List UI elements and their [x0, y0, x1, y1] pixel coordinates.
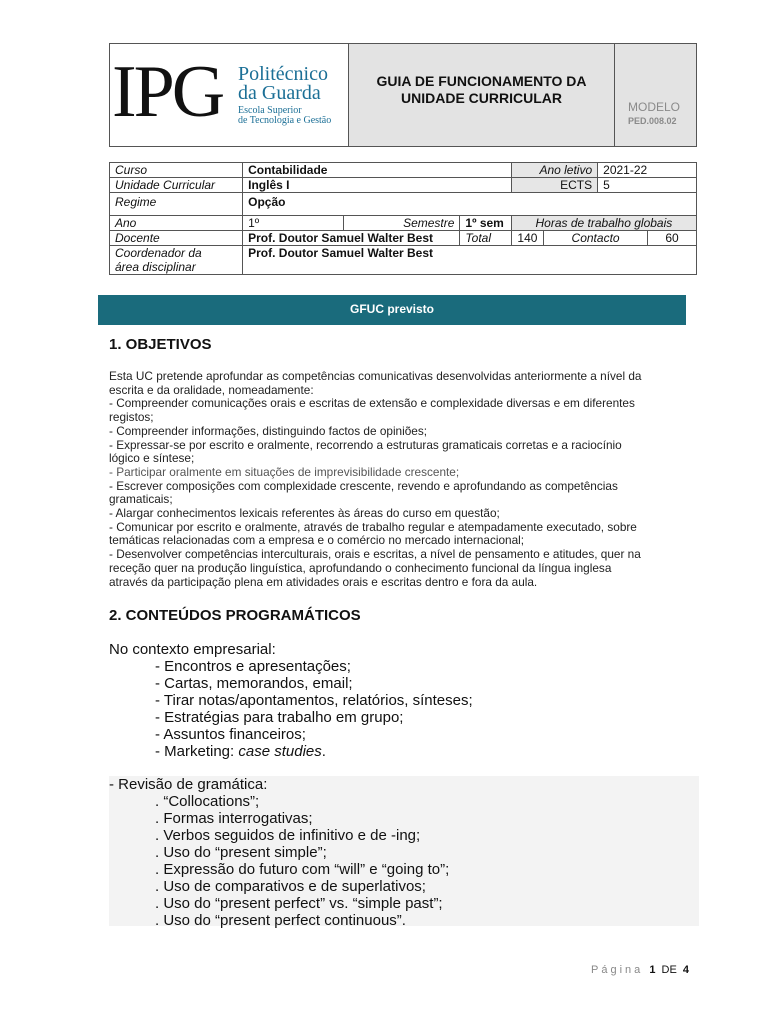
grammar-review-block [109, 776, 699, 929]
marketing-suffix: . [321, 743, 326, 760]
course-info-table [109, 162, 697, 275]
total-value: 140 [511, 231, 543, 246]
coordenador-label-line1: Coordenador da [115, 246, 202, 260]
ano-letivo-label: Ano letivo [511, 163, 597, 178]
ipg-logo [110, 44, 349, 146]
total-label: Total [460, 231, 511, 246]
grammar-item: . Uso do “present simple”; [155, 844, 327, 861]
objetivos-line: escrita e da oralidade, nomeadamente: [109, 382, 314, 397]
marketing-case-studies: case studies [238, 743, 322, 760]
semestre-value: 1º sem [460, 216, 511, 231]
section-conteudos-heading: 2. CONTEÚDOS PROGRAMÁTICOS [109, 607, 361, 624]
document-header [109, 43, 697, 147]
logo-tecnologia-gestao: de Tecnologia e Gestão [238, 115, 332, 126]
ano-letivo-value: 2021-22 [598, 163, 697, 178]
coordenador-label [110, 246, 243, 275]
objetivos-line: lógico e síntese; [109, 451, 195, 466]
grammar-item: . Expressão do futuro com “will” e “going to”; [155, 861, 450, 878]
objetivos-line: - Comunicar por escrito e oralmente, através de trabalho regular e atempadamente executado, sobre [109, 519, 637, 534]
objetivos-line: temáticas relacionadas com a empresa e o comércio no mercado internacional; [109, 533, 525, 548]
list-item: - Tirar notas/apontamentos, relatórios, sínteses; [155, 692, 473, 709]
objetivos-line: - Escrever composições com complexidade crescente, revendo e aprofundando as competências [109, 478, 618, 493]
logo-da-guarda: da Guarda [238, 82, 321, 104]
curso-value: Contabilidade [243, 163, 512, 178]
horas-label: Horas de trabalho globais [511, 216, 696, 231]
conteudos-intro: No contexto empresarial: [109, 641, 276, 658]
uc-label: Unidade Curricular [110, 178, 243, 193]
footer-de: DE [661, 964, 677, 976]
logo-politecnico: Politécnico [238, 63, 328, 85]
curso-label: Curso [110, 163, 243, 178]
list-item-marketing [109, 743, 473, 760]
objetivos-line: - Compreender comunicações orais e escritas de extensão e complexidade diversas e em diferentes [109, 396, 635, 411]
objetivos-line: registos; [109, 410, 154, 425]
conteudos-list [109, 641, 473, 760]
grammar-title: - Revisão de gramática: [109, 776, 268, 793]
contacto-label: Contacto [544, 231, 648, 246]
list-item: - Assuntos financeiros; [155, 726, 306, 743]
grammar-item: . Verbos seguidos de infinitivo e de -ing; [155, 827, 421, 844]
section-objetivos-heading: 1. OBJETIVOS [109, 336, 212, 353]
title-line-1: GUIA DE FUNCIONAMENTO DA [376, 73, 587, 89]
objetivos-line: através da participação plena em atividades orais e escritas dentro e fora da aula. [109, 574, 538, 589]
title-line-2: UNIDADE CURRICULAR [401, 90, 562, 106]
objetivos-line: - Expressar-se por escrito e oralmente, recorrendo a estruturas gramaticais corretas e a raciocínio [109, 437, 622, 452]
coordenador-label-line2: área disciplinar [115, 260, 196, 274]
objetivos-line: Esta UC pretende aprofundar as competências comunicativas desenvolvidas anteriormente a nível da [109, 369, 642, 383]
gfuc-banner: GFUC previsto [98, 295, 686, 325]
objetivos-line: gramaticais; [109, 492, 173, 507]
regime-value: Opção [243, 193, 697, 216]
list-item: - Cartas, memorandos, email; [155, 675, 353, 692]
footer-page-number: 1 [649, 964, 656, 976]
objetivos-line: - Desenvolver competências interculturais, orais e escritas, a nível de pensamento e atitudes, quer na [109, 547, 641, 562]
modelo-label: MODELO [628, 100, 681, 114]
grammar-item: . Uso do “present perfect” vs. “simple past”; [155, 895, 443, 912]
regime-label: Regime [110, 193, 243, 216]
modelo-box [615, 44, 696, 146]
uc-value: Inglês I [243, 178, 512, 193]
footer-pagina: Página [591, 964, 644, 976]
ects-value: 5 [598, 178, 697, 193]
logo-escola-superior: Escola Superior [238, 105, 302, 116]
objetivos-line: receção quer na produção linguística, aprofundando o conhecimento funcional da língua inglesa [109, 560, 612, 575]
document-title [349, 44, 615, 146]
coordenador-value: Prof. Doutor Samuel Walter Best [243, 246, 697, 275]
objetivos-text [109, 370, 697, 589]
docente-value: Prof. Doutor Samuel Walter Best [243, 231, 460, 246]
grammar-item: . “Collocations”; [155, 793, 260, 810]
marketing-prefix: - Marketing: [155, 743, 239, 760]
modelo-code: PED.008.02 [628, 116, 677, 126]
page-footer [591, 964, 689, 976]
ano-label: Ano [110, 216, 243, 231]
grammar-item: . Formas interrogativas; [155, 810, 313, 827]
objetivos-line: - Compreender informações, distinguindo factos de opiniões; [109, 423, 428, 438]
ects-label: ECTS [511, 178, 597, 193]
semestre-label: Semestre [343, 216, 459, 231]
objetivos-line: - Participar oralmente em situações de imprevisibilidade crescente; [109, 464, 460, 479]
contacto-value: 60 [648, 231, 697, 246]
list-item: - Encontros e apresentações; [155, 658, 351, 675]
logo-ipg-text: IPG [112, 51, 223, 133]
grammar-item: . Uso de comparativos e de superlativos; [155, 878, 426, 895]
objetivos-line: - Alargar conhecimentos lexicais referentes às áreas do curso em questão; [109, 506, 500, 521]
footer-total-pages: 4 [682, 964, 689, 976]
grammar-item: . Uso do “present perfect continuous”. [155, 912, 406, 929]
docente-label: Docente [110, 231, 243, 246]
list-item: - Estratégias para trabalho em grupo; [155, 709, 404, 726]
ano-value: 1º [243, 216, 344, 231]
